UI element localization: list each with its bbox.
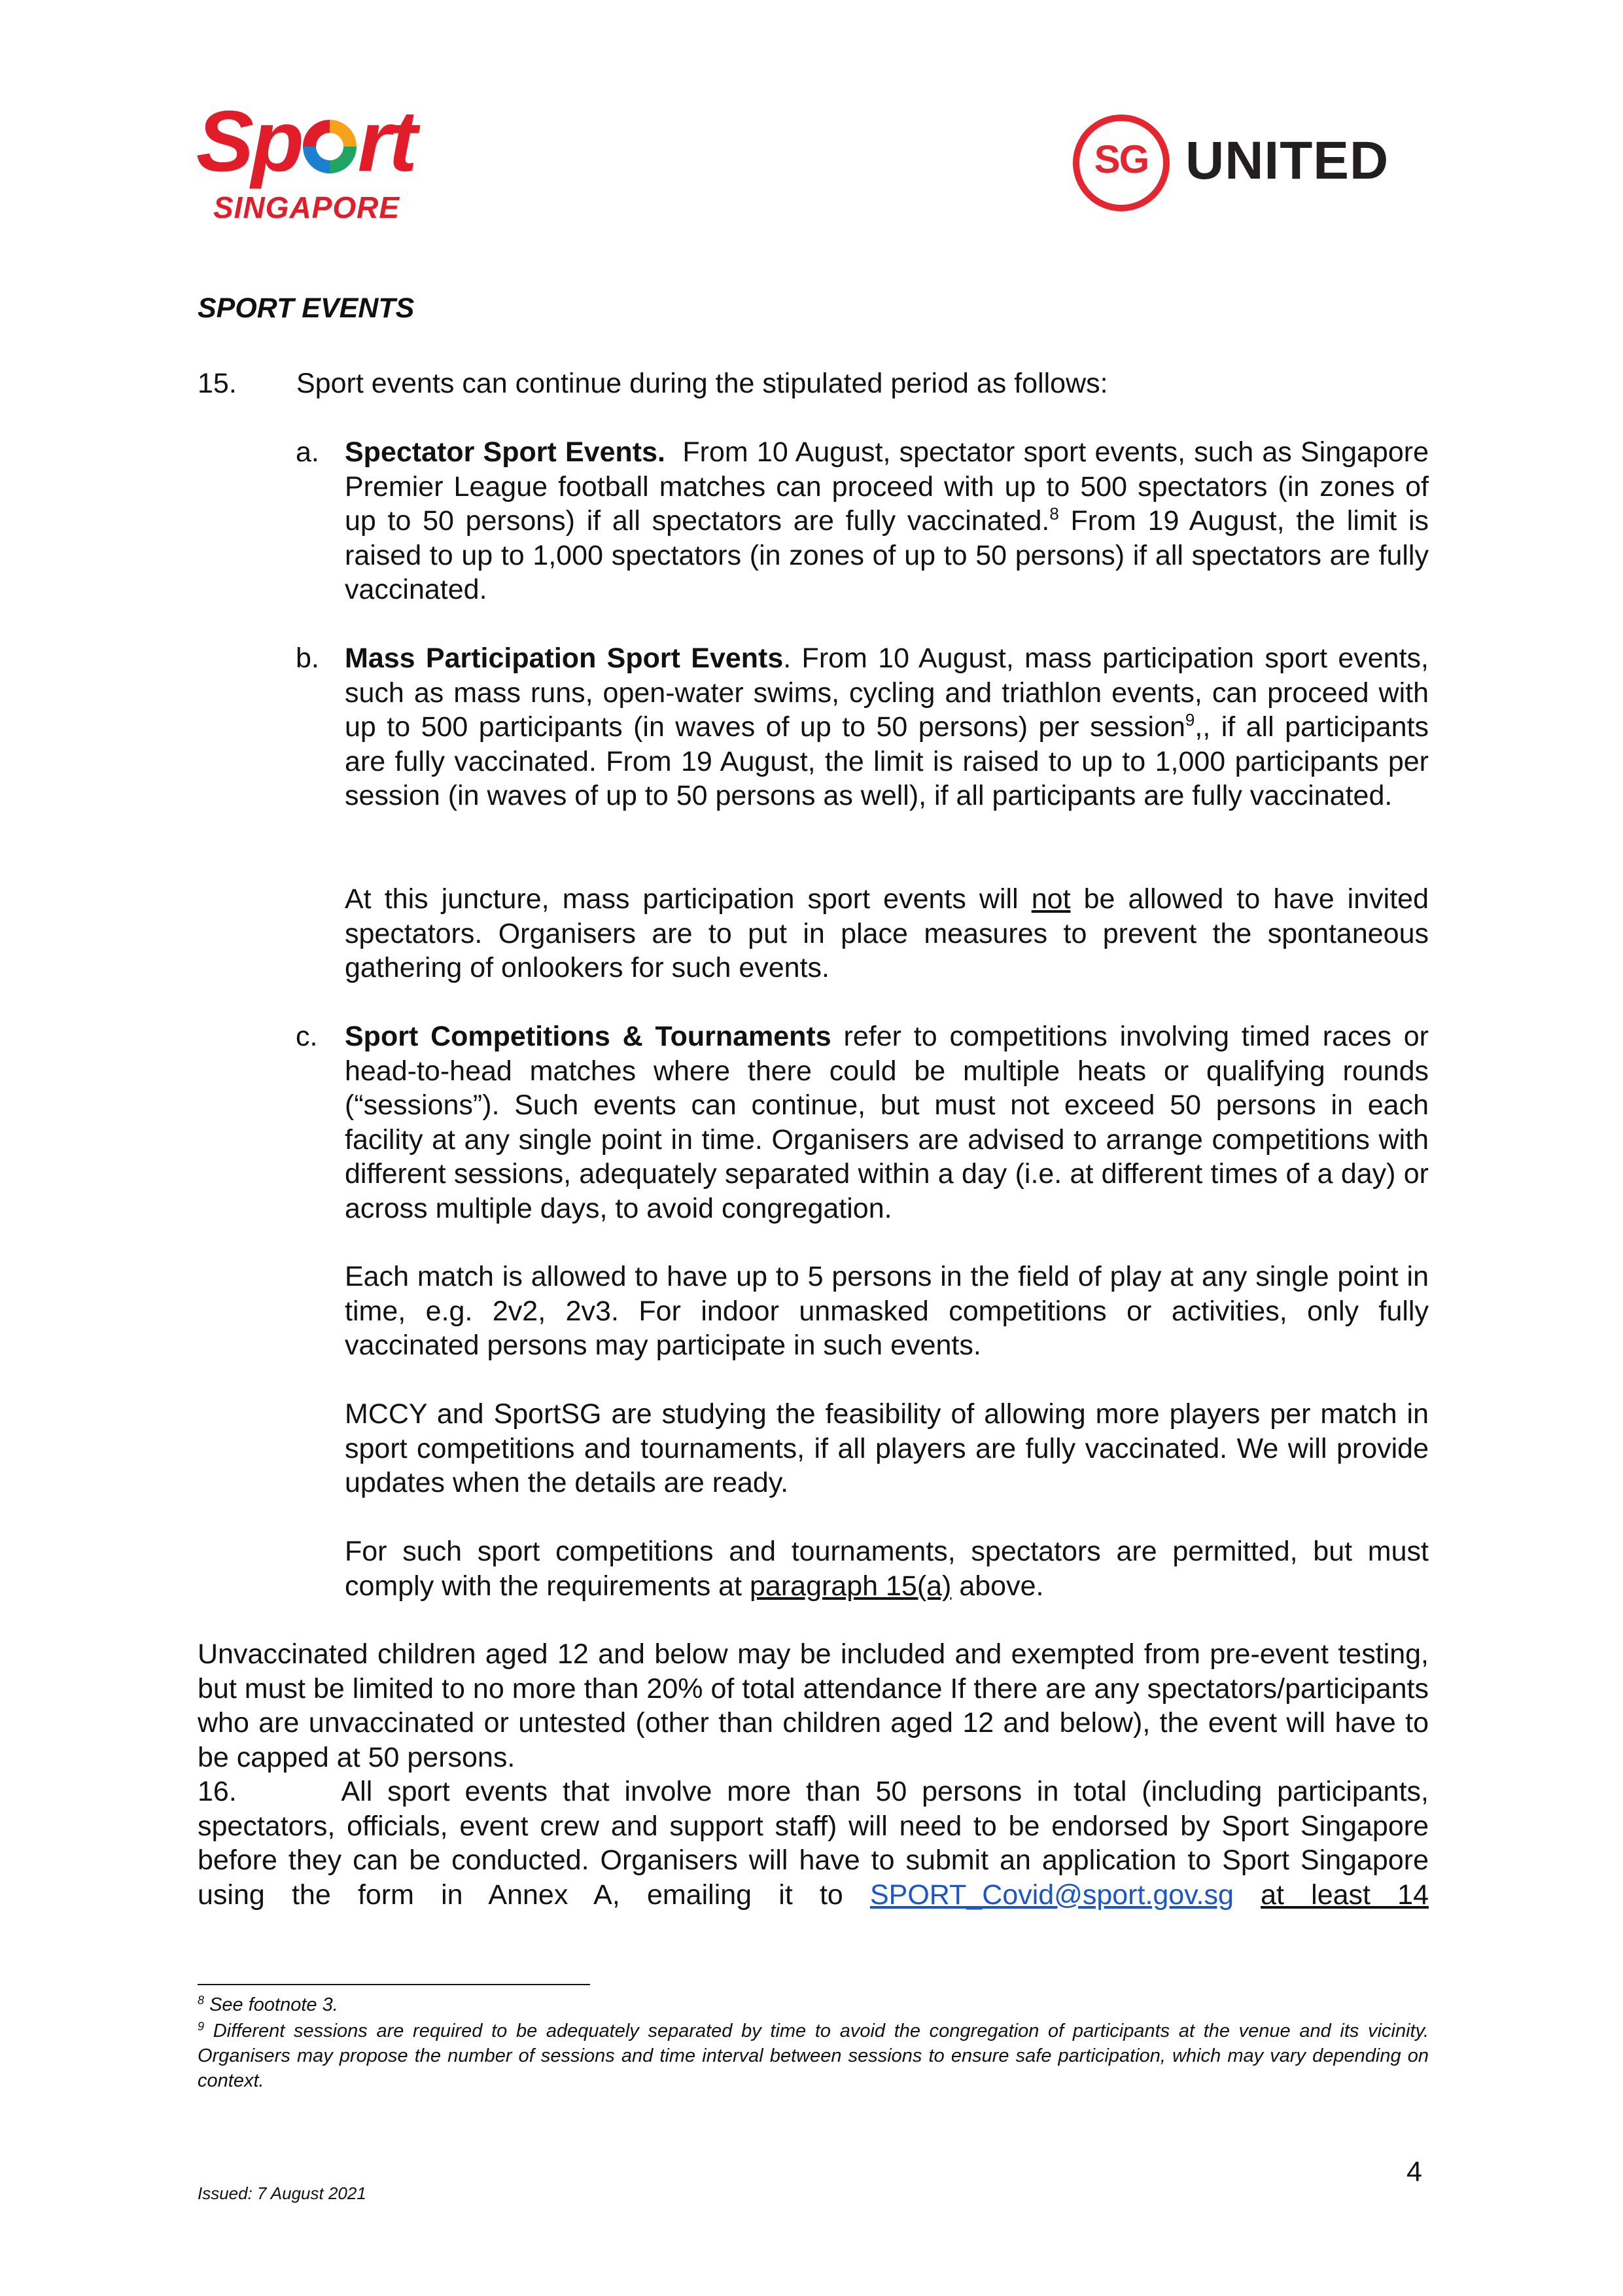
para-16-number: 16. xyxy=(198,1776,237,1807)
item-c-label: c. xyxy=(296,1021,318,1052)
footnote-ref-8[interactable]: 8 xyxy=(1049,504,1059,523)
item-b-text: Mass Participation Sport Events. From 10 August, mass participation sport events, such as mass runs, open-water swims, cycling and triathlon events, can proceed with up to 500 participants (in waves of up to 50 persons) per session$^9$,, if all participants are fully vaccinated. From 19 August, the limit is raised to up to 1,000 participants per session (in waves of up to 50 persons as well), if all participants are fully vaccinated. xyxy=(345,643,1429,811)
footnote-divider xyxy=(198,1984,590,1985)
item-c-text: Sport Competitions & Tournaments refer to competitions involving timed races or head-to-head matches where there could be multiple heats or qualifying rounds (“sessions”). Such events can continue, but must not exceed 50 persons in each facility at any single point in time. Organisers are advised to arrange competitions with different sessions, adequately separated within a day (i.e. at different times of a day) or across multiple days, to avoid congregation. xyxy=(345,1021,1429,1224)
para-15-closing: Unvaccinated children aged 12 and below may be included and exempted from pre-event testing, but must be limited to no more than 20% of total attendance If there are any spectators/participants who are unvaccinated or untested (other than children aged 12 and below), the event will have to be capped at 50 persons. xyxy=(198,1638,1429,1773)
para-15-number: 15. xyxy=(198,368,237,399)
para-16: 16. All sport events that involve more than 50 persons in total (including participants, spectators, officials, event crew and support staff) will need to be endorsed by Sport Singapore before they can be conducted. Organisers will have to submit an application to Sport Singapore using the form in Annex A, emailing it to SPORT_Covid@sport.gov.sg at least 14 xyxy=(198,1776,1429,1911)
item-b-label: b. xyxy=(296,643,319,674)
item-b-paragraph-2: At this juncture, mass participation sport events will not be allowed to have invited spectators. Organisers are to put in place measures to prevent the spontaneous gathering of onlookers for such events. xyxy=(345,883,1429,983)
item-b-title: Mass Participation Sport Events xyxy=(345,643,784,674)
item-c-paragraph-2: Each match is allowed to have up to 5 persons in the field of play at any single point in time, e.g. 2v2, 2v3. For indoor unmasked competitions or activities, only fully vaccinated persons may participate in such events. xyxy=(345,1261,1429,1361)
sg-united-logo: SG UNITED xyxy=(1073,115,1426,219)
footnote-8: $^8$ See footnote 3. xyxy=(198,1994,338,2015)
issued-date: Issued: 7 August 2021 xyxy=(198,2183,366,2203)
para-15-intro: Sport events can continue during the stipulated period as follows: xyxy=(296,368,1108,399)
item-c-paragraph-3: MCCY and SportSG are studying the feasibility of allowing more players per match in sport competitions and tournaments, if all players are fully vaccinated. We will provide updates when the details are ready. xyxy=(345,1398,1429,1498)
email-link[interactable]: SPORT_Covid@sport.gov.sg xyxy=(870,1879,1234,1911)
para-16-tail: at least 14 xyxy=(1261,1879,1429,1911)
sport-singapore-logo: Sp rt SINGAPORE xyxy=(196,93,415,224)
item-c-title: Sport Competitions & Tournaments xyxy=(345,1021,831,1052)
item-c-paragraph-4: For such sport competitions and tournaments, spectators are permitted, but must comply with the requirements at paragraph 15(a) above. xyxy=(345,1536,1429,1602)
item-a-label: a. xyxy=(296,436,319,468)
footnote-ref-9[interactable]: 9 xyxy=(1185,710,1195,730)
item-a-title: Spectator Sport Events. xyxy=(345,436,665,468)
sport-ring-icon xyxy=(303,120,357,173)
page-number: 4 xyxy=(1406,2156,1422,2187)
item-a-text: Spectator Sport Events. From 10 August, spectator sport events, such as Singapore Premier League football matches can proceed with up to 500 spectators (in zones of up to 50 persons) if all spectators are fully vaccinated.$^8$ From 19 August, the limit is raised to up to 1,000 spectators (in zones of up to 50 persons) if all spectators are fully vaccinated. xyxy=(345,436,1429,605)
footnote-9: $^9$ Different sessions are required to be adequately separated by time to avoid the congregation of participants at the venue and its vicinity. Organisers may propose the number of sessions and time interval between sessions to ensure safe participation, which may vary depending on context. xyxy=(198,2020,1429,2091)
section-heading: SPORT EVENTS xyxy=(198,292,415,324)
paragraph-15a-reference: paragraph 15(a) xyxy=(750,1570,952,1602)
